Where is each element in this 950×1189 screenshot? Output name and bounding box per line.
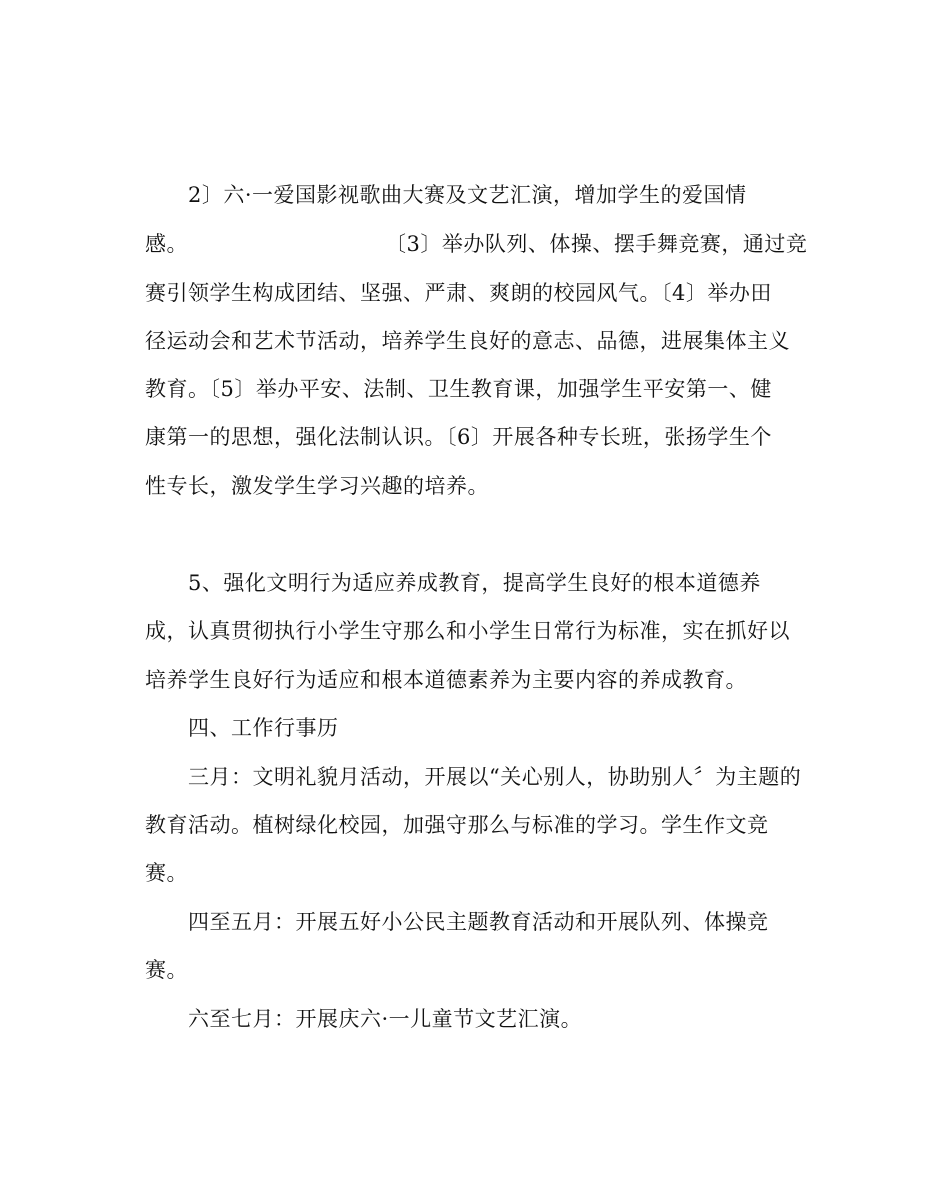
text-line: 赛引领学生构成团结、坚强、严肃、爽朗的校园风气。〔4〕举办田	[145, 281, 772, 305]
text-line: 四至五月：开展五好小公民主题教育活动和开展队列、体操竞	[188, 910, 769, 934]
text-line: 赛。	[145, 861, 188, 885]
text-segment: 〔3〕举办队列、体操、摆手舞竞赛，通过竞	[385, 232, 808, 256]
text-line: 5、强化文明行为适应养成教育，提高学生良好的根本道德养	[188, 571, 761, 595]
text-segment: 感。	[145, 232, 188, 256]
text-line: 培养学生良好行为适应和根本道德素养为主要内容的养成教育。	[145, 668, 747, 692]
text-line: 教育活动。植树绿化校园，加强守那么与标准的学习。学生作文竞	[145, 813, 769, 837]
text-line: 成，认真贯彻执行小学生守那么和小学生日常行为标准，实在抓好以	[145, 619, 790, 643]
text-line: 2〕六·一爱国影视歌曲大赛及文艺汇演，增加学生的爱国情	[188, 183, 747, 207]
section-heading: 四、工作行事历	[188, 716, 339, 740]
text-line: 六至七月：开展庆六·一儿童节文艺汇演。	[188, 1007, 583, 1031]
text-line: 赛。	[145, 958, 188, 982]
text-line: 康第一的思想，强化法制认识。〔6〕开展各种专长班，张扬学生个	[145, 425, 772, 449]
text-line	[145, 229, 825, 259]
text-line: 教育。〔5〕举办平安、法制、卫生教育课，加强学生平安第一、健	[145, 377, 772, 401]
text-line: 三月：文明礼貌月活动，开展以“关心别人，协助别人〞为主题的	[188, 765, 802, 789]
text-line: 性专长，激发学生学习兴趣的培养。	[145, 474, 489, 498]
text-line: 径运动会和艺术节活动，培养学生良好的意志、品德，进展集体主义	[145, 329, 790, 353]
